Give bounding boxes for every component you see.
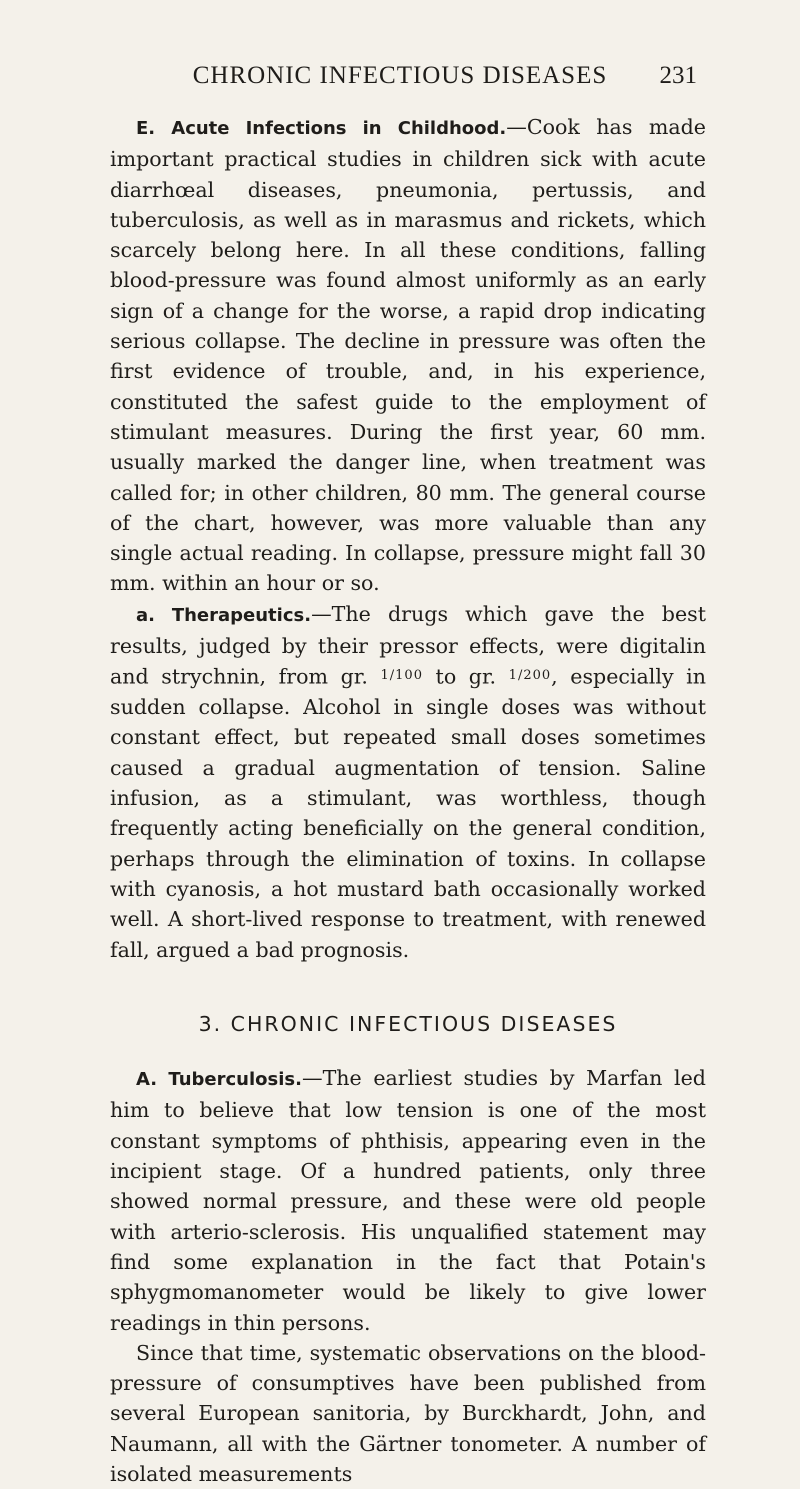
fraction-dose-1: 1/100	[380, 668, 423, 684]
paragraph-text: —Cook has made important practical studies in children sick with acute diarrhœal diseases, pneumonia, pertussis, and tuberculosis, as well as in marasmus and rickets, which scarcely belong here. In all these conditions, falling blood-pressure was found almost uniformly as an early sign of a change for the worse, a rapid drop indicating serious collapse. The decline in pressure was often the first evidence of trouble, and, in his experience, constituted the safest guide to the employment of stimulant measures. During the first year, 60 mm. usually marked the danger line, when treatment was called for; in other children, 80 mm. The general course of the chart, however, was more valuable than any single actual reading. In collapse, pressure might fall 30 mm. within an hour or so.	[110, 115, 706, 596]
paragraph-acute-infections	[110, 112, 706, 599]
running-title: CHRONIC INFECTIOUS DISEASES	[192, 62, 608, 89]
body-text	[110, 112, 706, 1489]
fraction-dose-2: 1/200	[508, 668, 552, 684]
paragraph-text: to gr.	[422, 664, 509, 689]
paragraph-text: Since that time, systematic observations on the blood-pressure of consumptives have been published from several European sanitoria, by Burckhardt, John, and Naumann, all with the Gärtner tonometer. A number of isolated measurements	[110, 1340, 706, 1487]
paragraph-text: —The earliest studies by Marfan led him to believe that low tension is one of the most constant symptoms of phthisis, appearing even in the incipient stage. Of a hundred patients, only three showed normal pressure, and these were old people with arterio-sclerosis. His unqualified statement may find some explanation in the fact that Potain's sphygmomanometer would be likely to give lower readings in thin persons.	[110, 1066, 706, 1335]
paragraph-lead: E. Acute Infections in Childhood.	[136, 118, 507, 139]
paragraph-text: —The drugs which gave the best results, judged by their pressor effects, were digitalin and strychnin, from gr.	[110, 601, 706, 689]
paragraph-lead: a. Therapeutics.	[136, 604, 312, 626]
page-header	[0, 62, 800, 96]
paragraph-consumptives	[110, 1338, 706, 1489]
page-number: 231	[659, 62, 697, 89]
paragraph-therapeutics	[110, 599, 706, 965]
paragraph-lead: A. Tuberculosis.	[136, 1069, 302, 1091]
paragraph-text: , especially in sudden collapse. Alcohol in single doses was without constant effect, but repeated small doses sometimes caused a gradual augmentation of tension. Saline infusion, as a stimulant, was worthless, though frequently acting beneficially on the general condition, perhaps through the elimination of toxins. In collapse with cyanosis, a hot mustard bath occasionally worked well. A short-lived response to treatment, with renewed fall, argued a bad prognosis.	[110, 664, 707, 962]
paragraph-tuberculosis	[110, 1063, 706, 1338]
section-heading: 3. CHRONIC INFECTIOUS DISEASES	[198, 1011, 618, 1036]
